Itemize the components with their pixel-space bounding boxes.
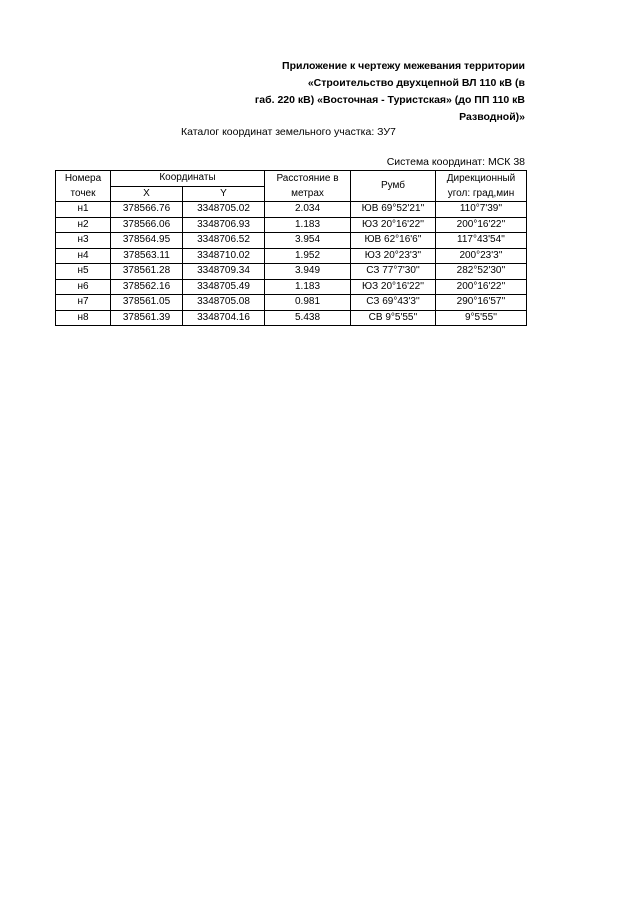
x-cell: 378561.05 [111,295,183,311]
distance-cell: 3.949 [265,264,351,280]
angle-cell: 117°43'54'' [436,233,527,249]
x-cell: 378566.76 [111,202,183,218]
heading-line: Разводной)» [459,111,525,123]
x-cell: 378561.39 [111,310,183,326]
rumb-cell: ЮВ 69°52'21'' [351,202,436,218]
angle-cell: 200°16'22'' [436,217,527,233]
distance-cell: 3.954 [265,233,351,249]
x-cell: 378562.16 [111,279,183,295]
x-cell: 378563.11 [111,248,183,264]
y-cell: 3348705.49 [183,279,265,295]
x-cell: 378566.06 [111,217,183,233]
point-cell: н1 [56,202,111,218]
table-row [56,295,527,311]
angle-cell: 200°16'22'' [436,279,527,295]
table-header-row [56,171,527,187]
table-row [56,264,527,280]
coordinate-system-label: Система координат: МСК 38 [386,156,525,168]
y-cell: 3348706.93 [183,217,265,233]
header-point-number-cont: точек [56,186,111,202]
point-cell: н8 [56,310,111,326]
distance-cell: 0.981 [265,295,351,311]
distance-cell: 1.183 [265,217,351,233]
rumb-cell: ЮЗ 20°16'22'' [351,217,436,233]
header-point-number: Номера [56,171,111,187]
table-row [56,202,527,218]
x-cell: 378564.95 [111,233,183,249]
table-row [56,279,527,295]
coordinates-table [55,170,527,326]
y-cell: 3348705.08 [183,295,265,311]
distance-cell: 1.183 [265,279,351,295]
header-direction-angle: Дирекционный [436,171,527,187]
angle-cell: 9°5'55'' [436,310,527,326]
angle-cell: 200°23'3'' [436,248,527,264]
distance-cell: 1.952 [265,248,351,264]
angle-cell: 290°16'57'' [436,295,527,311]
header-distance: Расстояние в [265,171,351,187]
heading-line: «Строительство двухцепной ВЛ 110 кВ (в [307,77,525,89]
header-x: X [111,186,183,202]
header-rumb: Румб [351,171,436,202]
angle-cell: 282°52'30'' [436,264,527,280]
rumb-cell: ЮЗ 20°23'3'' [351,248,436,264]
point-cell: н4 [56,248,111,264]
y-cell: 3348704.16 [183,310,265,326]
point-cell: н7 [56,295,111,311]
y-cell: 3348710.02 [183,248,265,264]
heading-line: габ. 220 кВ) «Восточная - Туристская» (до ПП 110 кВ [254,94,525,106]
y-cell: 3348705.02 [183,202,265,218]
y-cell: 3348706.52 [183,233,265,249]
table-row [56,217,527,233]
header-coordinates: Координаты [111,171,265,187]
y-cell: 3348709.34 [183,264,265,280]
point-cell: н5 [56,264,111,280]
distance-cell: 5.438 [265,310,351,326]
angle-cell: 110°7'39'' [436,202,527,218]
document-heading [205,58,525,126]
header-distance-cont: метрах [265,186,351,202]
rumb-cell: ЮЗ 20°16'22'' [351,279,436,295]
table-row [56,310,527,326]
header-direction-angle-cont: угол: град,мин [436,186,527,202]
table-row [56,248,527,264]
rumb-cell: ЮВ 62°16'6'' [351,233,436,249]
table-row [56,233,527,249]
rumb-cell: СЗ 69°43'3'' [351,295,436,311]
point-cell: н3 [56,233,111,249]
rumb-cell: СВ 9°5'55'' [351,310,436,326]
distance-cell: 2.034 [265,202,351,218]
catalog-title: Каталог координат земельного участка: ЗУ7 [181,126,396,138]
heading-line: Приложение к чертежу межевания территории [282,60,525,72]
header-y: Y [183,186,265,202]
table-header-row [56,186,527,202]
rumb-cell: СЗ 77°7'30'' [351,264,436,280]
point-cell: н6 [56,279,111,295]
point-cell: н2 [56,217,111,233]
x-cell: 378561.28 [111,264,183,280]
